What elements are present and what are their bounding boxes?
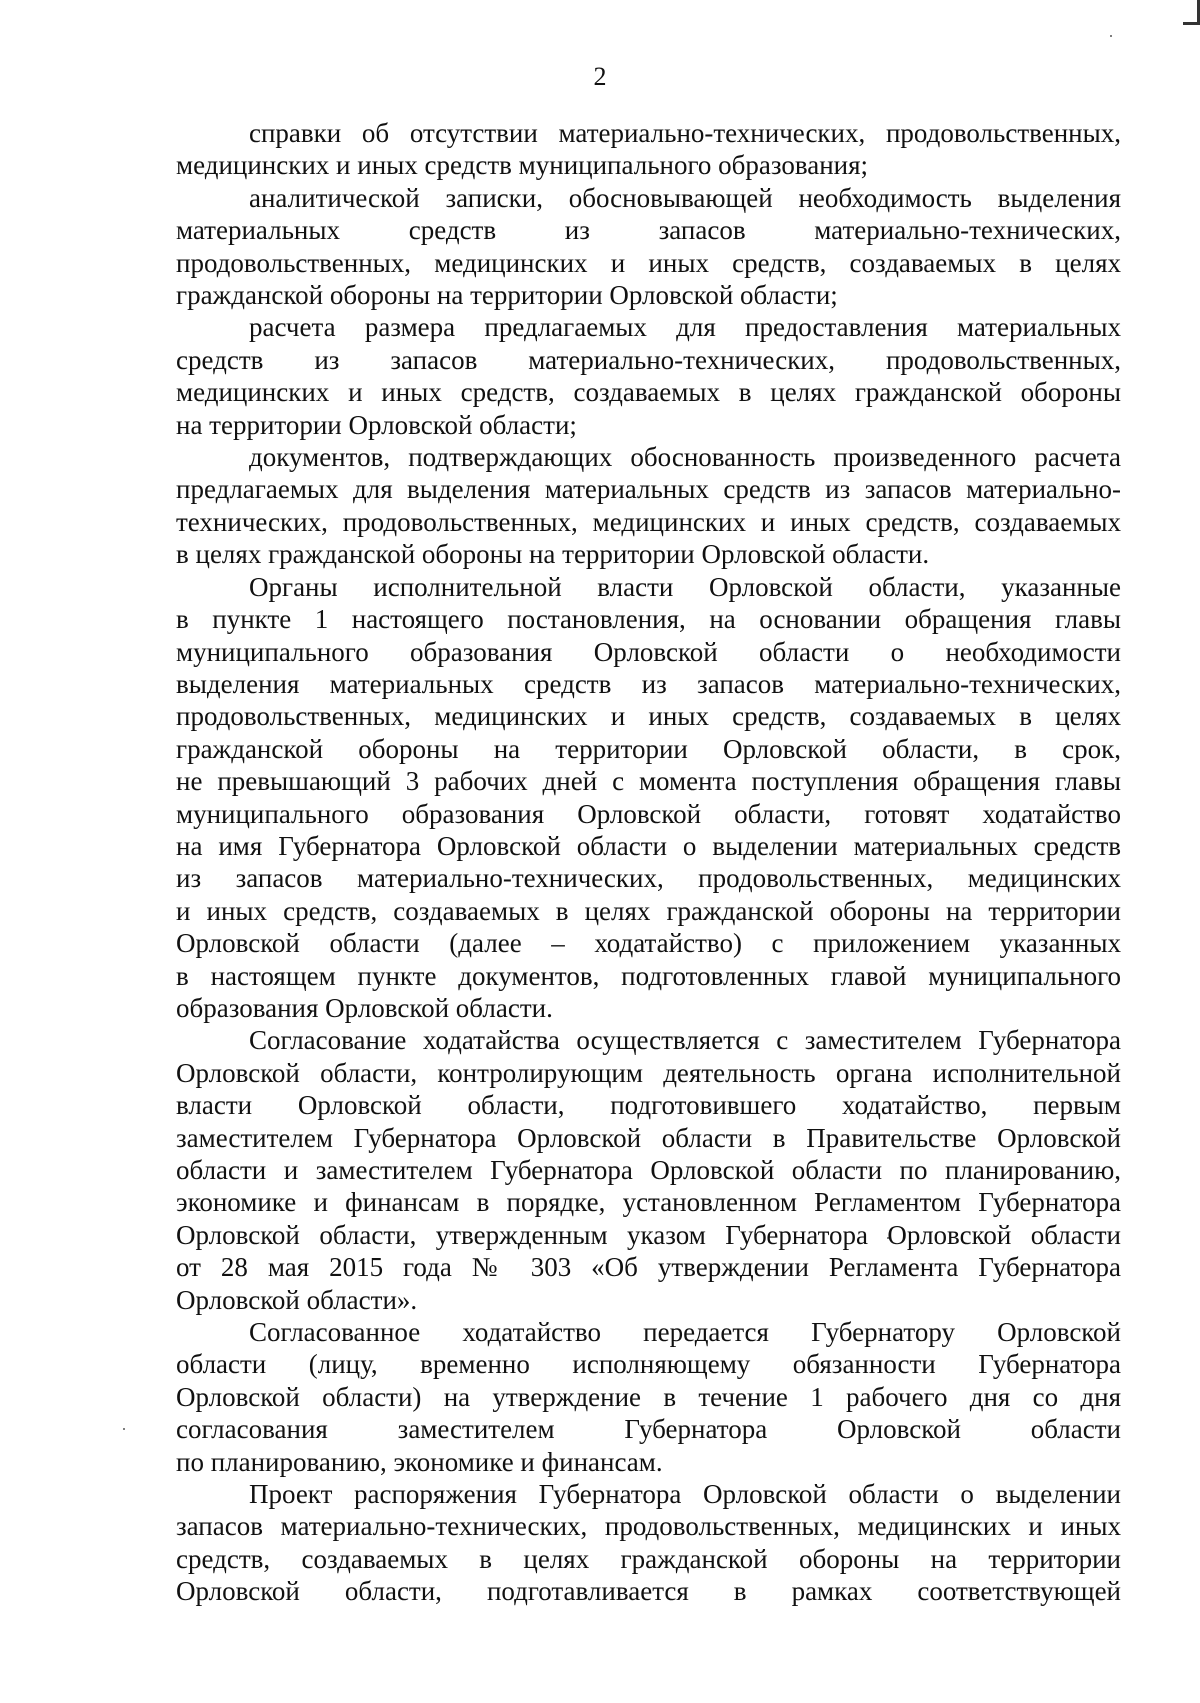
scan-speck [1110, 35, 1112, 37]
paragraph [176, 1024, 1121, 1316]
text-line: Согласование ходатайства осуществляется с заместителем Губернатора [249, 1025, 1121, 1056]
text-line: согласования заместителем Губернатора Орловской области [176, 1414, 1121, 1445]
scan-corner-mark [1183, 0, 1200, 25]
text-line: от 28 мая 2015 года № 303 «Об утверждении Регламента Губернатора [176, 1252, 1121, 1283]
text-line: аналитической записки, обосновывающей необходимость выделения [249, 182, 1121, 213]
text-line: средств, создаваемых в целях гражданской обороны на территории [176, 1543, 1121, 1574]
text-line: муниципального образования Орловской области о необходимости [176, 636, 1121, 667]
text-line: Орловской области) на утверждение в течение 1 рабочего дня со дня [176, 1381, 1121, 1412]
scan-speck [123, 1428, 125, 1430]
paragraph [176, 1478, 1121, 1608]
text-line: на имя Губернатора Орловской области о выделении материальных средств [176, 830, 1121, 861]
paragraph [176, 182, 1121, 312]
text-line: медицинских и иных средств муниципального образования; [176, 150, 869, 181]
text-line: документов, подтверждающих обоснованность произведенного расчета [249, 442, 1121, 473]
text-line: средств из запасов материально-технических, продовольственных, [176, 344, 1121, 375]
text-line: по планированию, экономике и финансам. [176, 1446, 663, 1477]
text-line: области и заместителем Губернатора Орловской области по планированию, [176, 1155, 1121, 1185]
text-line: гражданской обороны на территории Орловской области; [176, 280, 838, 311]
text-line: Орловской области (далее – ходатайство) с приложением указанных [176, 928, 1121, 959]
text-line: Согласованное ходатайство передается Губернатору Орловской [249, 1317, 1121, 1348]
text-line: медицинских и иных средств, создаваемых в целях гражданской обороны [176, 377, 1121, 408]
text-line: экономике и финансам в порядке, установленном Регламентом Губернатора [176, 1187, 1121, 1218]
text-line: Орловской области». [176, 1284, 418, 1315]
text-line: расчета размера предлагаемых для предоставления материальных [249, 312, 1121, 343]
page-number: 2 [593, 62, 607, 91]
text-line: Органы исполнительной власти Орловской области, указанные [249, 571, 1121, 602]
paragraph [176, 571, 1121, 1025]
text-line: области (лицу, временно исполняющему обязанности Губернатора [176, 1349, 1121, 1380]
text-line: из запасов материально-технических, продовольственных, медицинских [176, 863, 1121, 894]
text-line: продовольственных, медицинских и иных средств, создаваемых в целях [176, 247, 1121, 278]
text-line: Орловской области, утвержденным указом Губернатора Орловской области [176, 1219, 1121, 1250]
text-line: справки об отсутствии материально-технических, продовольственных, [249, 118, 1121, 148]
text-line: в настоящем пункте документов, подготовленных главой муниципального [176, 960, 1121, 991]
text-line: продовольственных, медицинских и иных средств, создаваемых в целях [176, 701, 1121, 732]
text-line: в пункте 1 настоящего постановления, на основании обращения главы [176, 604, 1121, 635]
paragraph [176, 311, 1121, 441]
text-line: Орловской области, подготавливается в рамках соответствующей [176, 1576, 1121, 1607]
text-line: выделения материальных средств из запасов материально-технических, [176, 668, 1121, 699]
paragraph [176, 441, 1121, 571]
text-line: на территории Орловской области; [176, 409, 577, 440]
paragraph [176, 1316, 1121, 1478]
text-line: запасов материально-технических, продовольственных, медицинских и иных [176, 1511, 1121, 1542]
text-line: предлагаемых для выделения материальных средств из запасов материально- [176, 474, 1121, 505]
text-line: в целях гражданской обороны на территории Орловской области. [176, 539, 930, 570]
text-line: власти Орловской области, подготовившего ходатайство, первым [176, 1090, 1121, 1121]
text-line: материальных средств из запасов материально-технических, [176, 215, 1121, 246]
text-line: образования Орловской области. [176, 992, 553, 1023]
text-line: технических, продовольственных, медицинских и иных средств, создаваемых [176, 506, 1121, 537]
paragraph [176, 117, 1121, 182]
text-line: не превышающий 3 рабочих дней с момента поступления обращения главы [176, 766, 1121, 797]
document-body [176, 117, 1121, 1608]
text-line: Орловской области, контролирующим деятельность органа исполнительной [176, 1057, 1121, 1088]
text-line: гражданской обороны на территории Орловской области, в срок, [176, 733, 1121, 764]
text-line: муниципального образования Орловской области, готовят ходатайство [176, 798, 1121, 829]
text-line: Проект распоряжения Губернатора Орловской области о выделении [249, 1479, 1121, 1510]
text-line: и иных средств, создаваемых в целях гражданской обороны на территории [176, 895, 1121, 926]
text-line: заместителем Губернатора Орловской области в Правительстве Орловской [176, 1122, 1121, 1153]
